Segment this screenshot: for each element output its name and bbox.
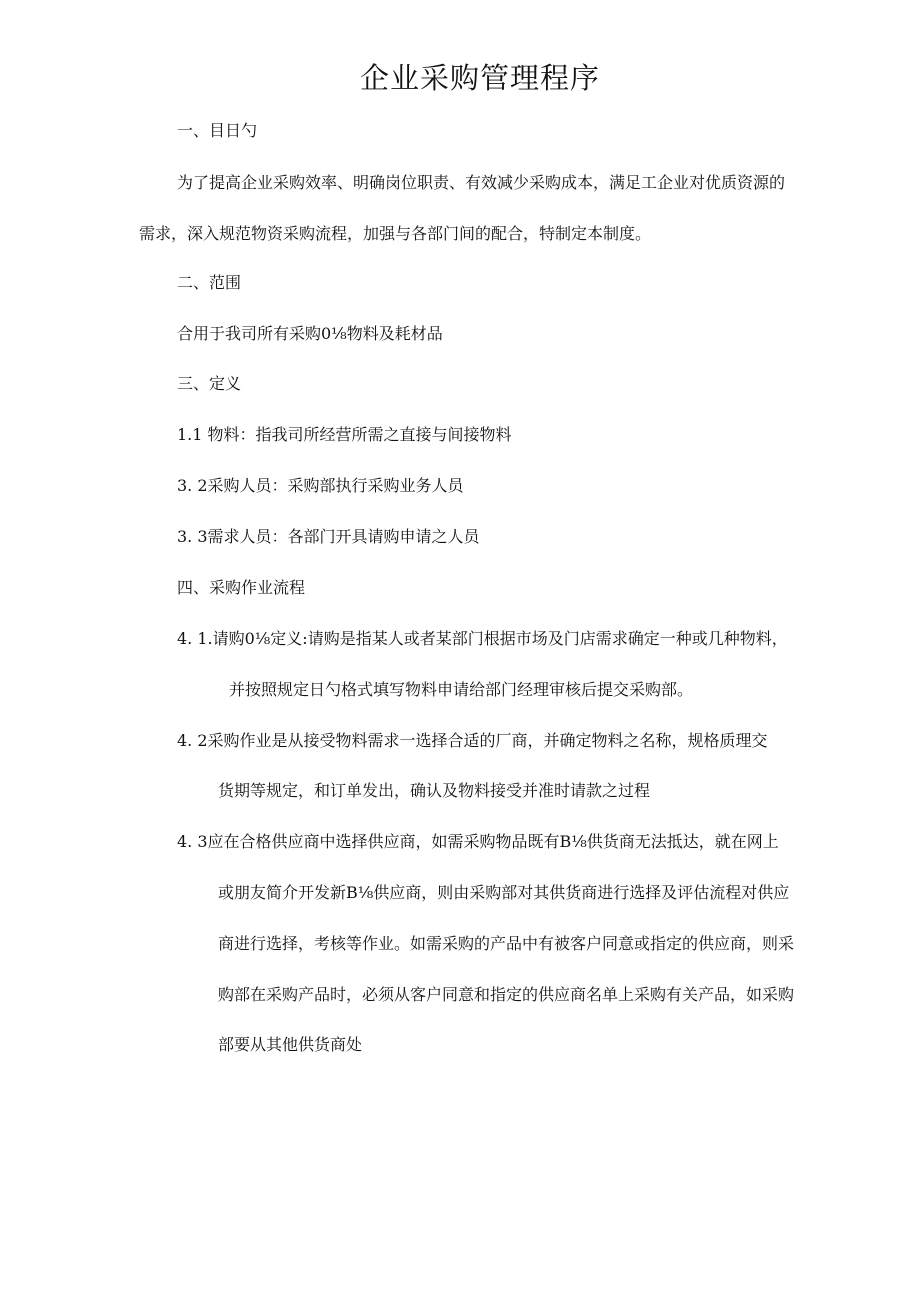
definition-item: 3. 3需求人员：各部门开具请购申请之人员	[177, 527, 480, 546]
paragraph-line: 需求，深入规范物资采购流程，加强与各部门间的配合，特制定本制度。	[139, 224, 652, 243]
process-item: 4. 1.请购0⅛定义:请购是指某人或者某部门根据市场及门店需求确定一种或几种物料，	[177, 629, 788, 648]
process-item-continuation: 购部在采购产品时，必须从客户同意和指定的供应商名单上采购有关产品，如采购	[218, 985, 795, 1004]
definition-item: 1.1 物料：指我司所经营所需之直接与间接物料	[177, 425, 512, 444]
paragraph-line: 合用于我司所有采购0⅛物料及耗材品	[177, 324, 443, 343]
process-item: 4. 3应在合格供应商中选择供应商，如需采购物品既有B⅛供货商无法抵达，就在网上	[177, 832, 779, 851]
section-heading-purpose: 一、目日勺	[177, 121, 258, 140]
process-item: 4. 2采购作业是从接受物料需求一选择合适的厂商，并确定物料之名称，规格质理交	[177, 731, 768, 750]
process-item-continuation: 货期等规定，和订单发出，确认及物料接受并准时请款之过程	[218, 781, 651, 800]
section-heading-definition: 三、定义	[177, 374, 242, 393]
definition-item: 3. 2采购人员：采购部执行采购业务人员	[177, 476, 464, 495]
process-item-continuation: 部要从其他供货商处	[218, 1035, 363, 1054]
section-heading-scope: 二、范围	[177, 273, 242, 292]
process-item-continuation: 商进行选择，考核等作业。如需采购的产品中有被客户同意或指定的供应商，则采	[218, 934, 795, 953]
process-item-continuation: 并按照规定日勺格式填写物料申请给部门经理审核后提交采购部。	[229, 680, 694, 699]
document-title: 企业采购管理程序	[359, 61, 600, 95]
process-item-continuation: 或朋友简介开发新B⅛供应商，则由采购部对其供货商进行选择及评估流程对供应	[218, 883, 790, 902]
section-heading-process: 四、采购作业流程	[177, 578, 306, 597]
paragraph-line: 为了提高企业采购效率、明确岗位职责、有效减少采购成本，满足工企业对优质资源的	[177, 173, 786, 192]
